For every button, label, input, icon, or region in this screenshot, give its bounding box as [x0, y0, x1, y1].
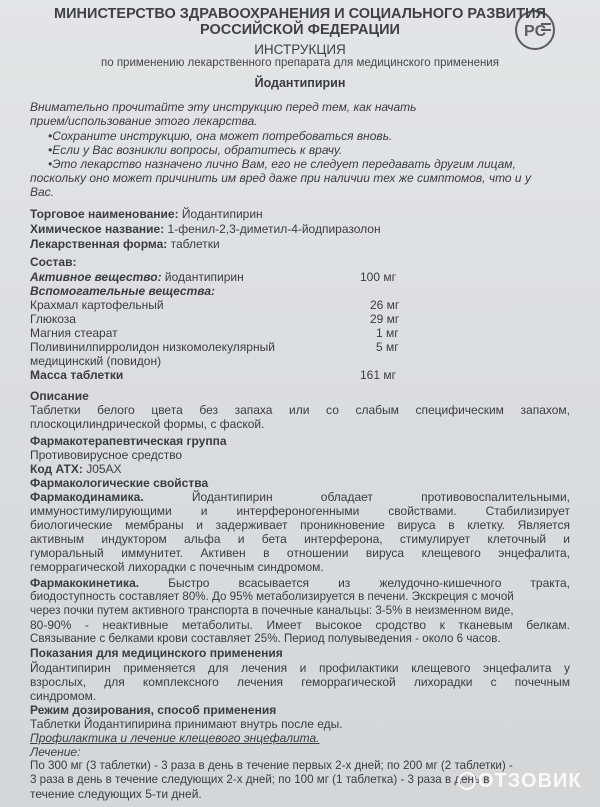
doc-subtitle: по применению лекарственного препарата для медицинского применения: [101, 57, 499, 69]
excipients-label: Вспомогательные вещества:: [30, 284, 216, 298]
excipient-name: Крахмал картофельный: [30, 298, 164, 312]
pharmacodynamics-line-1: [30, 490, 570, 504]
active-substance-label: Активное вещество:: [30, 270, 162, 284]
atc-code-value: J05AX: [82, 462, 122, 476]
tablet-mass-label: Масса таблетки: [30, 368, 124, 382]
intro-bullet-3-line-2: поскольку оно может причинить им вред даже при наличии тех же симптомов, что и у: [30, 171, 531, 185]
excipient-amount: 5 мг: [376, 340, 399, 354]
watermark-circle-icon: [458, 772, 476, 790]
chemical-name: [30, 222, 570, 236]
dosage-form-value: таблетки: [167, 237, 220, 251]
chemical-name-label: Химическое название:: [30, 222, 165, 236]
excipient-name: Магния стеарат: [30, 326, 118, 340]
intro-lead-1: Внимательно прочитайте эту инструкцию перед тем, как начать: [30, 100, 417, 114]
tablet-mass-value: 161 мг: [360, 368, 396, 382]
pharmacodynamics-label: Фармакодинамика.: [30, 490, 144, 504]
excipient-row: [30, 312, 570, 326]
pharmacodynamics-line-6: геморрагической лихорадки с почечным синдромом.: [30, 560, 324, 574]
pharmacokinetics-line-2: биодоступность составляет 80%. До 95% метаболизируется в печени. Экскреция с мочой: [30, 590, 514, 603]
excipient-name: Поливинилпирролидон низкомолекулярный: [30, 340, 275, 354]
pharm-group-title: Фармакотерапевтическая группа: [30, 434, 227, 448]
excipient-amount: 1 мг: [376, 326, 399, 340]
active-substance-amount: 100 мг: [360, 270, 396, 284]
indications-line-1: Йодантипирин применяется для лечения и профилактики клещевого энцефалита у: [30, 661, 570, 675]
intro-bullet-1: •Сохраните инструкцию, она может потребоваться вновь.: [48, 129, 393, 143]
excipient-row: [30, 340, 570, 354]
intro-bullet-3-line-1: •Это лекарство назначено лично Вам, его не следует передавать другим лицам,: [48, 157, 516, 171]
intro-bullet-3-line-3: Вас.: [30, 185, 55, 199]
description-line-1: Таблетки белого цвета без запаха или со слабым специфическим запахом,: [30, 403, 570, 417]
indications-title: Показания для медицинского применения: [30, 646, 283, 660]
indications-line-3: синдромом.: [30, 689, 97, 703]
dosage-line-4: течение следующих 5-ти дней.: [30, 787, 202, 801]
trade-name-value: Йодантипирин: [178, 207, 263, 221]
pharm-group-value: Противовирусное средство: [30, 448, 183, 462]
indications-line-2: взрослых, для комплексного лечения геморрагической лихорадки с почечным: [30, 675, 570, 689]
otzovik-watermark: [458, 770, 582, 793]
treatment-label: Лечение:: [30, 745, 81, 759]
composition-title: Состав:: [30, 255, 77, 269]
pharm-props-title: Фармакологические свойства: [30, 476, 209, 490]
pharmacokinetics-text: Быстро всасывается из желудочно-кишечного тракта,: [139, 576, 570, 590]
intro-lead-2: прием/использование этого лекарства.: [30, 114, 258, 128]
active-substance-value: йодантипирин: [161, 270, 244, 284]
dosage-subtitle: Профилактика и лечение клещевого энцефалита.: [30, 731, 320, 745]
pharmacokinetics-line-1: [30, 576, 570, 590]
excipient-name: Глюкоза: [30, 312, 76, 326]
excipient-amount: 26 мг: [370, 298, 400, 312]
excipient-amount: 29 мг: [370, 312, 400, 326]
dosage-line-2: По 300 мг (3 таблетки) - 3 раза в день в течение первых 2-х дней; по 200 мг (2 таблетки) -: [30, 759, 513, 772]
dosage-title: Режим дозирования, способ применения: [30, 703, 277, 717]
active-substance-row: [30, 270, 570, 284]
trade-name-label: Торговое наименование:: [30, 207, 179, 221]
tablet-mass-row: [30, 368, 570, 382]
pharmacodynamics-line-4: активным индуктором альфа и бета интерферона, стимулирует клеточный и: [30, 532, 570, 546]
pharmacodynamics-line-2: иммуностимулирующими и интерфероногенными свойствами. Стабилизирует: [30, 504, 570, 518]
dosage-form: [30, 237, 570, 251]
excipient-row: [30, 326, 570, 340]
watermark-text: ОТЗОВИК: [478, 770, 582, 792]
pharmacodynamics-line-3: биологические мембраны и задерживает проникновение вируса в клетку. Является: [30, 518, 570, 532]
drug-name-heading: Йодантипирин: [254, 76, 346, 90]
excipient-name: медицинский (повидон): [30, 354, 162, 368]
pharmacokinetics-line-3: через почки путем активного транспорта в почечные канальцы: 3-5% в неизменном виде,: [30, 604, 514, 617]
excipient-row: [30, 298, 570, 312]
svg-text:PC: PC: [524, 23, 547, 40]
pharmacokinetics-line-4: 80-90% - неактивные метаболиты. Имеет высокое сродство к тканевым белкам.: [30, 618, 570, 632]
trade-name: [30, 207, 570, 221]
pharmacodynamics-text: Йодантипирин обладает противовоспалительными,: [143, 490, 570, 504]
chemical-name-value: 1-фенил-2,3-диметил-4-йодпиразолон: [164, 222, 381, 236]
dosage-line-1: Таблетки Йодантипирина принимают внутрь после еды.: [30, 717, 343, 731]
description-line-2: плоскоцилиндрической формы, с фаской.: [30, 417, 265, 431]
excipient-row: [30, 354, 570, 368]
pharmacodynamics-line-5: гуморальный иммунитет. Активен в отношении вируса клещевого энцефалита,: [30, 546, 570, 560]
intro-bullet-2: •Если у Вас возникли вопросы, обратитесь к врачу.: [48, 143, 343, 157]
atc-code-label: Код АТХ:: [30, 462, 83, 476]
doc-title: ИНСТРУКЦИЯ: [254, 42, 346, 57]
ministry-line-1: МИНИСТЕРСТВО ЗДРАВООХРАНЕНИЯ И СОЦИАЛЬНОГО РАЗВИТИЯ: [54, 6, 546, 22]
ministry-line-2: РОССИЙСКОЙ ФЕДЕРАЦИИ: [200, 22, 400, 38]
dosage-line-3: 3 раза в день в течение следующих 2-х дней; по 100 мг (1 таблетка) - 3 раза в день в: [30, 773, 490, 786]
dosage-form-label: Лекарственная форма:: [30, 237, 168, 251]
description-title: Описание: [30, 389, 89, 403]
pharmacokinetics-label: Фармакокинетика.: [30, 576, 140, 590]
pharmacokinetics-line-5: Связывание с белками крови составляет 25%. Период полувыведения - около 6 часов.: [30, 632, 501, 645]
atc-code: [30, 462, 570, 476]
